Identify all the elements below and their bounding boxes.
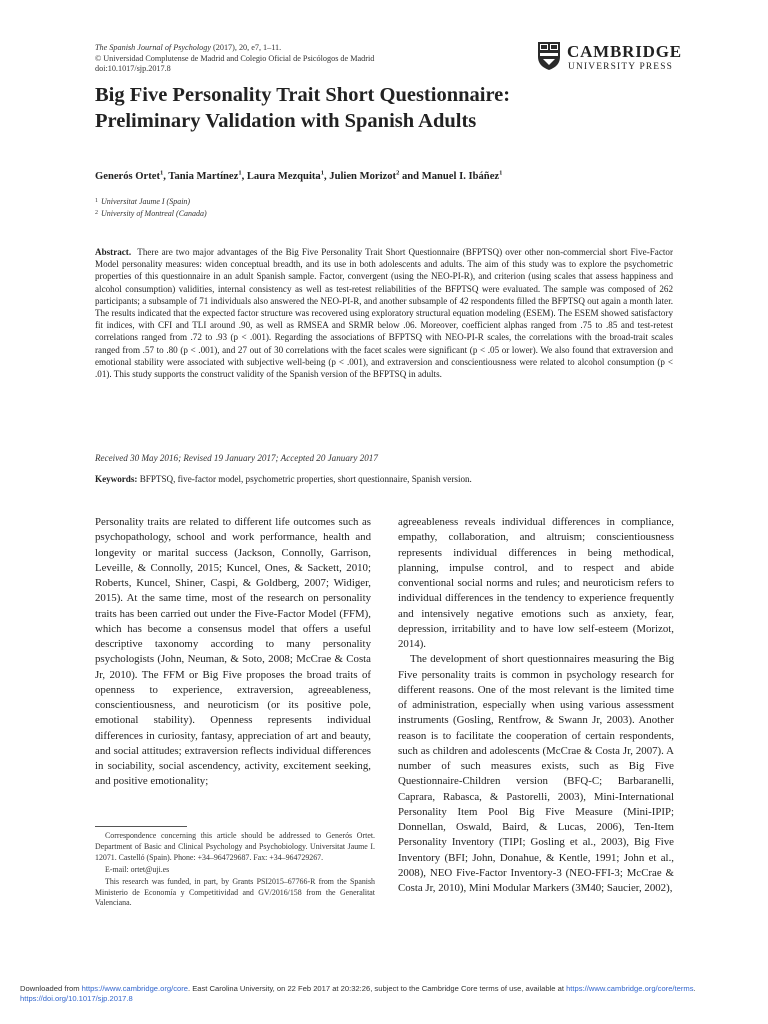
abstract xyxy=(95,246,673,380)
author: Generós Ortet$^1$, xyxy=(95,169,169,182)
affiliations xyxy=(95,196,207,219)
core-link[interactable]: https://www.cambridge.org/core xyxy=(81,984,188,993)
footnote-funding: This research was funded, in part, by Grants PSI2015–67766-R from the Spanish Ministerio de Economía y Competitividad and GV/2016/158 from the Generalitat Valenciana. xyxy=(95,876,375,908)
footnote-divider xyxy=(95,826,187,827)
publisher-subname: UNIVERSITY PRESS xyxy=(568,62,674,72)
download-notice: Downloaded from https://www.cambridge.org/core. East Carolina University, on 22 Feb 2017 at 20:32:26, subject to the Cambridge Core terms of use, available at https://www.cambridge.org/core/terms. https://doi.org/10.1017/sjp.2017.8 xyxy=(20,984,696,1004)
abstract-text: There are two major advantages of the Big Five Personality Trait Short Questionnaire (BFPTSQ) over other non-commercial short Five-Factor Model personality measures: widen conceptual breadth, and its use in both adolescents and adults. The aim of this study was to explore the psychometric properties of this questionnaire in an adult Spanish sample. Factor, convergent (using the NEO-PI-R), and criterion (using scales that assess happiness and alcohol consumption) validities, internal consistency as well as test-retest reliabilities of the BFPTSQ were evaluated. The sample was composed of 262 participants; a subsample of 71 individuals also answered the NEO-PI-R, and another subsample of 42 respondents filled the BFPTSQ out again a month later. The results indicated that the expected factor structure was recovered using exploratory structural equation modeling (ESEM). The ESEM showed satisfactory fit indices, with CFI and TLI around .90, as well as RMSEA and SRMR below .06. Moreover, coefficient alphas ranged from .75 to .85 and test-retest correlations ranged from .72 to .93 (p < .001). Regarding the associations of BFPTSQ with NEO-PI-R scales, the correlations with the broad-trait scales ranged from .57 to .80 (p < .001), and 27 out of 30 correlations with the facet scales were significant (p < .05 or lower). We also found that extraversion and emotional stability were associated with subjective well-being (p < .001), and extraversion and conscientiousness were related to alcohol consumption (p < .01). This study supports the construct validity of the Spanish version of the BFPTSQ in adults. xyxy=(95,247,673,380)
affiliation: $^2$ University of Montreal (Canada) xyxy=(95,208,207,218)
keywords-label: Keywords: xyxy=(95,474,138,484)
author: Manuel I. Ibáñez$^1$ xyxy=(421,169,503,182)
author: Julien Morizot$^2$ and xyxy=(329,169,422,182)
keywords xyxy=(95,474,472,484)
journal-citation xyxy=(95,43,374,75)
doi-link[interactable]: https://doi.org/10.1017/sjp.2017.8 xyxy=(20,994,133,1004)
crest-icon xyxy=(537,41,561,71)
abstract-label: Abstract. xyxy=(95,247,132,257)
received-dates: Received 30 May 2016; Revised 19 January 2017; Accepted 20 January 2017 xyxy=(95,453,378,463)
article-title xyxy=(95,83,695,134)
body-paragraph: agreeableness reveals individual differences in compliance, empathy, collaboration, and altruism; conscientiousness represents individual differences in being methodical, planning, impulse control, and to respect and abide conventional social norms and rules; and neuroticism refers to individual differences in the tendency to experience frequently and intensively negative emotions such as anxiety, fear, depression, irritability and to have low self-esteem (Morizot, 2014). xyxy=(398,516,674,650)
author: Laura Mezquita$^1$, xyxy=(246,169,330,182)
journal-line-1 xyxy=(95,43,374,54)
body-paragraph: The development of short questionnaires measuring the Big Five personality traits is common in psychology research for different reasons. One of the most relevant is the limited time of administration, especially when using various assessment instruments (Gosling, Rentfrow, & Swann Jr, 2003). Another reason is to facilitate the cooperation of certain respondents, such as children and adolescents (McCrae & Costa Jr, 2007). A number of such measures exists, such as Big Five Questionnaire-Children version (BFQ-C; Barbaranelli, Caprara, Rabasca, & Pastorelli, 2003), Mini-International Personality Item Pool Big Five Measure (Mini-IPIP; Donnellan, Oswald, Baird, & Lucas, 2006), Ten-Item Personality Inventory (TIPI; Gosling et al., 2003), Big Five Inventory (BFI; John, Donahue, & Kentle, 1991; John et al., 2008), NEO Five-Factor Inventory-3 (NEO-FFI-3; McCrae & Costa Jr, 2010), Mini Modular Markers (3M40; Saucier, 2002), xyxy=(398,653,674,894)
keywords-text: BFPTSQ, five-factor model, psychometric properties, short questionnaire, Spanish version. xyxy=(139,474,472,484)
journal-name: The Spanish Journal of Psychology xyxy=(95,43,211,52)
title-line-1: Big Five Personality Trait Short Questionnaire: xyxy=(95,84,511,106)
terms-link[interactable]: https://www.cambridge.org/core/terms xyxy=(566,984,694,993)
publisher-logo xyxy=(537,41,682,75)
title-line-2: Preliminary Validation with Spanish Adults xyxy=(95,109,477,132)
footnotes xyxy=(95,826,375,910)
journal-copyright: © Universidad Complutense de Madrid and Colegio Oficial de Psicólogos de Madrid xyxy=(95,53,375,63)
body-column-left xyxy=(95,515,371,790)
footnote-correspondence: Correspondence concerning this article should be addressed to Generós Ortet. Department of Basic and Clinical Psychology and Psychobiology. Universitat Jaume I. 12071. Castelló (Spain). Phone: +34–964729687. Fax: +34–964729267. xyxy=(95,831,375,862)
journal-doi: doi:10.1017/sjp.2017.8 xyxy=(95,64,171,74)
footnote-email: E-mail: ortet@uji.es xyxy=(105,864,170,874)
journal-volume: (2017), 20, e7, 1–11. xyxy=(210,43,282,52)
author-list xyxy=(95,169,502,182)
affiliation: $^1$ Universitat Jaume I (Spain) xyxy=(95,197,191,206)
body-paragraph: Personality traits are related to different life outcomes such as psychopathology, school and work performance, health and longevity or marital success (Jackson, Connolly, Garrison, Leveille, & Connolly, 2015; Kuncel, Ones, & Sackett, 2010; Roberts, Kuncel, Shiner, Caspi, & Goldberg, 2007; Widiger, 2015). At the same time, most of the research on personality traits has been carried out under the Five-Factor Model (FFM), which has become a consensus model that offers a useful descriptive taxonomy according to many personality psychologists (John, Neuman, & Soto, 2008; McCrae & Costa Jr, 2010). The FFM or Big Five proposes the broad traits of openness to experience, extraversion, agreeableness, conscientiousness, and neuroticism (or its positive pole, emotional stability). Openness represents individual differences in curiosity, fantasy, appreciation of art and beauty, and social attitudes; extraversion reflects individual differences in sociability, social ascendency, activity, excitement seeking, and positive emotionality; xyxy=(95,516,371,788)
body-column-right xyxy=(398,515,674,896)
publisher-name: CAMBRIDGE xyxy=(567,42,682,61)
author: Tania Martínez$^1$, xyxy=(168,169,247,182)
